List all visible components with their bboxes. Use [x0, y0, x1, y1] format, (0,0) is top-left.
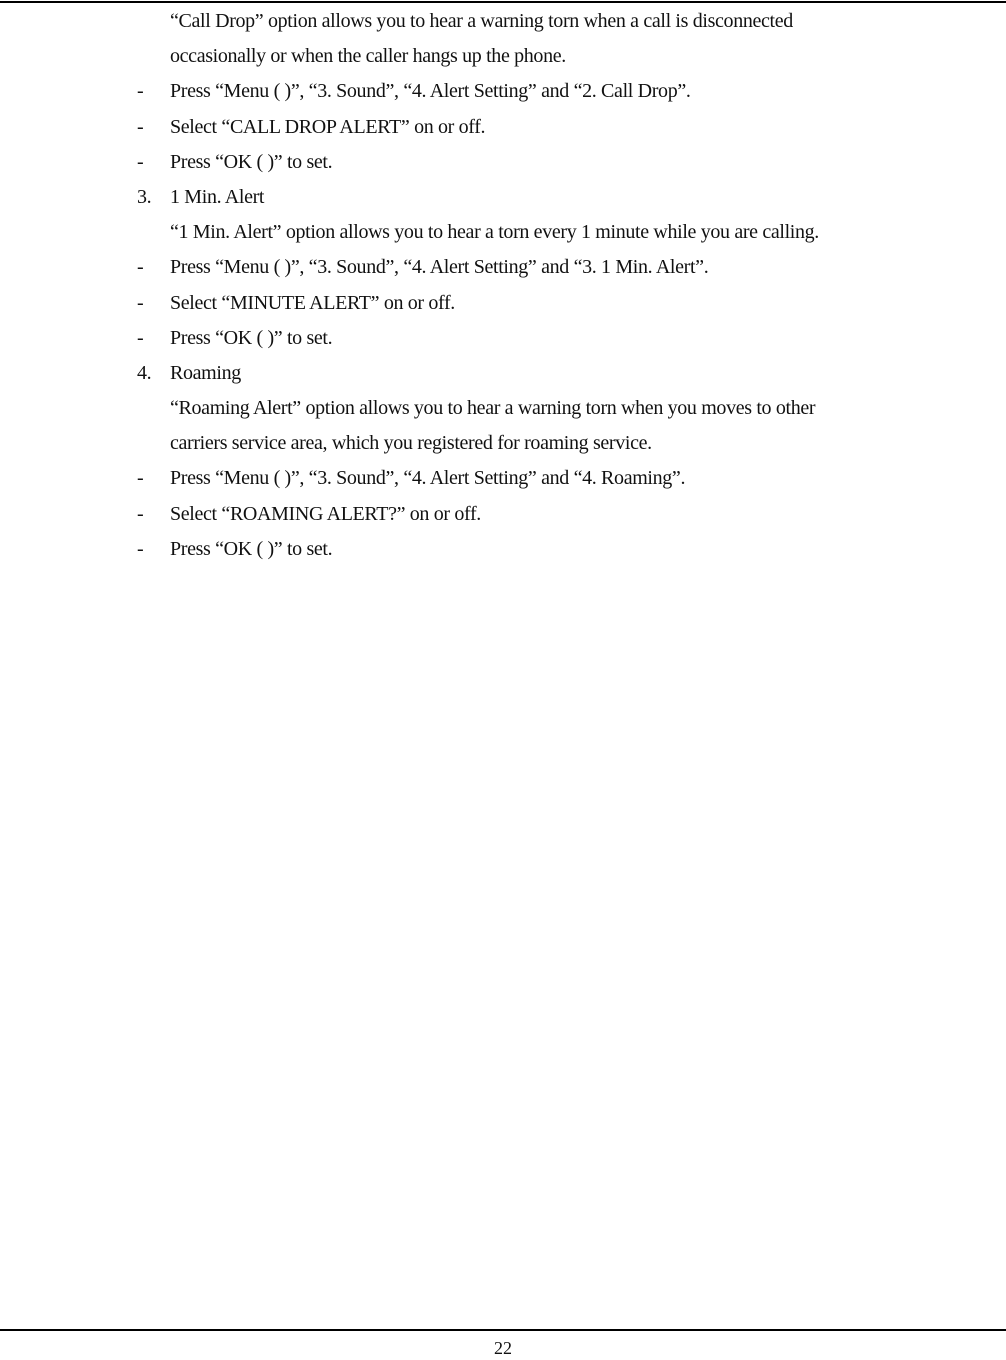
line-text: “1 Min. Alert” option allows you to hear a torn every 1 minute while you are calling.: [170, 221, 819, 244]
list-item: [0, 252, 1006, 287]
header-rule: [0, 1, 1006, 3]
list-marker: -: [137, 291, 144, 314]
paragraph-line: [0, 217, 1006, 252]
list-marker: -: [137, 150, 144, 173]
footer-rule: [0, 1329, 1006, 1331]
list-item: [0, 147, 1006, 182]
section-heading: [0, 358, 1006, 393]
line-text: “Call Drop” option allows you to hear a warning torn when a call is disconnected: [170, 10, 793, 32]
line-text: carriers service area, which you registered for roaming service.: [170, 432, 652, 455]
section-title: 1 Min. Alert: [170, 185, 265, 208]
page-number: 22: [494, 1338, 512, 1358]
list-item: [0, 534, 1006, 569]
section-number: 3.: [137, 185, 152, 208]
list-marker: -: [137, 80, 144, 103]
line-text: Press “Menu ( )”, “3. Sound”, “4. Alert Setting” and “4. Roaming”.: [170, 467, 686, 490]
paragraph-line: [0, 41, 1006, 76]
paragraph-line: [0, 393, 1006, 428]
list-marker: -: [137, 256, 144, 279]
list-item: [0, 463, 1006, 498]
list-item: [0, 323, 1006, 358]
paragraph-line: [0, 6, 1006, 41]
line-text: Press “OK ( )” to set.: [170, 326, 333, 349]
line-text: Select “CALL DROP ALERT” on or off.: [170, 115, 486, 138]
section-heading: [0, 182, 1006, 217]
line-text: “Roaming Alert” option allows you to hear a warning torn when you moves to other: [170, 397, 816, 420]
section-number: 4.: [137, 361, 152, 384]
list-marker: -: [137, 467, 144, 490]
list-item: [0, 76, 1006, 111]
line-text: occasionally or when the caller hangs up the phone.: [170, 45, 566, 68]
list-marker: -: [137, 502, 144, 525]
list-item: [0, 112, 1006, 147]
line-text: Select “MINUTE ALERT” on or off.: [170, 291, 455, 314]
list-item: [0, 288, 1006, 323]
paragraph-line: [0, 428, 1006, 463]
list-marker: -: [137, 115, 144, 138]
line-text: Press “Menu ( )”, “3. Sound”, “4. Alert Setting” and “3. 1 Min. Alert”.: [170, 256, 709, 279]
document-body: [0, 6, 1006, 569]
section-title: Roaming: [170, 361, 241, 384]
line-text: Press “Menu ( )”, “3. Sound”, “4. Alert Setting” and “2. Call Drop”.: [170, 80, 691, 103]
list-marker: -: [137, 537, 144, 560]
list-item: [0, 499, 1006, 534]
line-text: Select “ROAMING ALERT?” on or off.: [170, 502, 481, 525]
line-text: Press “OK ( )” to set.: [170, 537, 333, 560]
list-marker: -: [137, 326, 144, 349]
line-text: Press “OK ( )” to set.: [170, 150, 333, 173]
